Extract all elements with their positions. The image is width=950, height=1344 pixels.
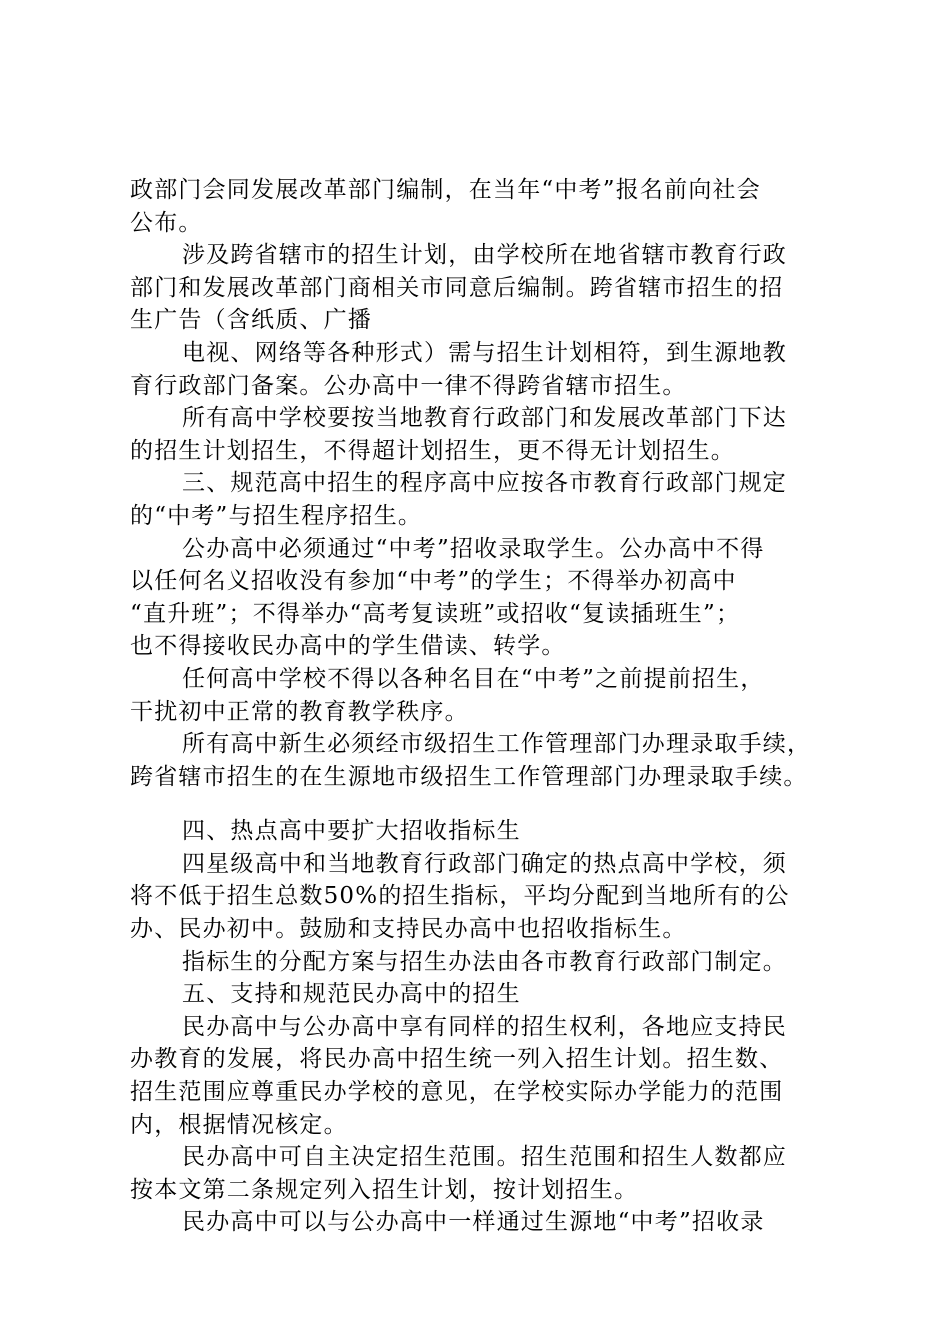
- paragraph-start: 电视、网络等各种形式）需与招生计划相符，到生源地教: [182, 339, 787, 366]
- paragraph-start: 所有高中学校要按当地教育行政部门和发展改革部门下达: [182, 405, 787, 432]
- text-line: 将不低于招生总数50%的招生指标，平均分配到当地所有的公: [130, 883, 790, 910]
- paragraph-start: 公办高中必须通过“中考”招收录取学生。公办高中不得: [182, 535, 765, 562]
- text-line: 的“中考”与招生程序招生。: [130, 502, 423, 529]
- text-line: 内，根据情况核定。: [130, 1111, 348, 1138]
- text-line: 招生范围应尊重民办学校的意见，在学校实际办学能力的范围: [130, 1079, 784, 1106]
- text-line: 育行政部门备案。公办高中一律不得跨省辖市招生。: [130, 372, 687, 399]
- paragraph-start: 涉及跨省辖市的招生计划，由学校所在地省辖市教育行政: [182, 242, 787, 269]
- paragraph-start: 四星级高中和当地教育行政部门确定的热点高中学校，须: [182, 850, 787, 877]
- text-line: 按本文第二条规定列入招生计划，按计划招生。: [130, 1176, 639, 1203]
- section-heading: 三、规范高中招生的程序高中应按各市教育行政部门规定: [182, 470, 787, 497]
- section-heading: 五、支持和规范民办高中的招生: [182, 981, 521, 1008]
- paragraph-start: 任何高中学校不得以各种名目在“中考”之前提前招生，: [182, 665, 765, 692]
- text-line: 跨省辖市招生的在生源地市级招生工作管理部门办理录取手续。: [130, 763, 808, 790]
- text-line: 政部门会同发展改革部门编制，在当年“中考”报名前向社会: [130, 177, 761, 203]
- paragraph-start: 民办高中可自主决定招生范围。招生范围和招生人数都应: [182, 1144, 787, 1171]
- paragraph-gap: [130, 793, 850, 815]
- document-body: [130, 174, 850, 1239]
- text-line: 办教育的发展，将民办高中招生统一列入招生计划。招生数、: [130, 1046, 784, 1073]
- text-line: 干扰初中正常的教育教学秩序。: [130, 698, 469, 725]
- text-line: 的招生计划招生，不得超计划招生，更不得无计划招生。: [130, 437, 735, 464]
- text-line: 也不得接收民办高中的学生借读、转学。: [130, 633, 566, 660]
- text-line: “直升班”；不得举办“高考复读班”或招收“复读插班生”；: [130, 600, 741, 627]
- paragraph-start: 所有高中新生必须经市级招生工作管理部门办理录取手续，: [182, 731, 812, 758]
- text-line: 公布。: [130, 209, 203, 236]
- text-line: 办、民办初中。鼓励和支持民办高中也招收指标生。: [130, 916, 687, 943]
- text-line: 以任何名义招收没有参加“中考”的学生；不得举办初高中: [130, 568, 737, 595]
- paragraph-start: 民办高中与公办高中享有同样的招生权利，各地应支持民: [182, 1013, 787, 1040]
- section-heading: 四、热点高中要扩大招收指标生: [182, 818, 521, 845]
- text-line: 部门和发展改革部门商相关市同意后编制。跨省辖市招生的招: [130, 274, 784, 301]
- paragraph-start: 民办高中可以与公办高中一样通过生源地“中考”招收录: [182, 1209, 765, 1236]
- paragraph-start: 指标生的分配方案与招生办法由各市教育行政部门制定。: [182, 948, 787, 975]
- text-line: 生广告（含纸质、广播: [130, 307, 372, 334]
